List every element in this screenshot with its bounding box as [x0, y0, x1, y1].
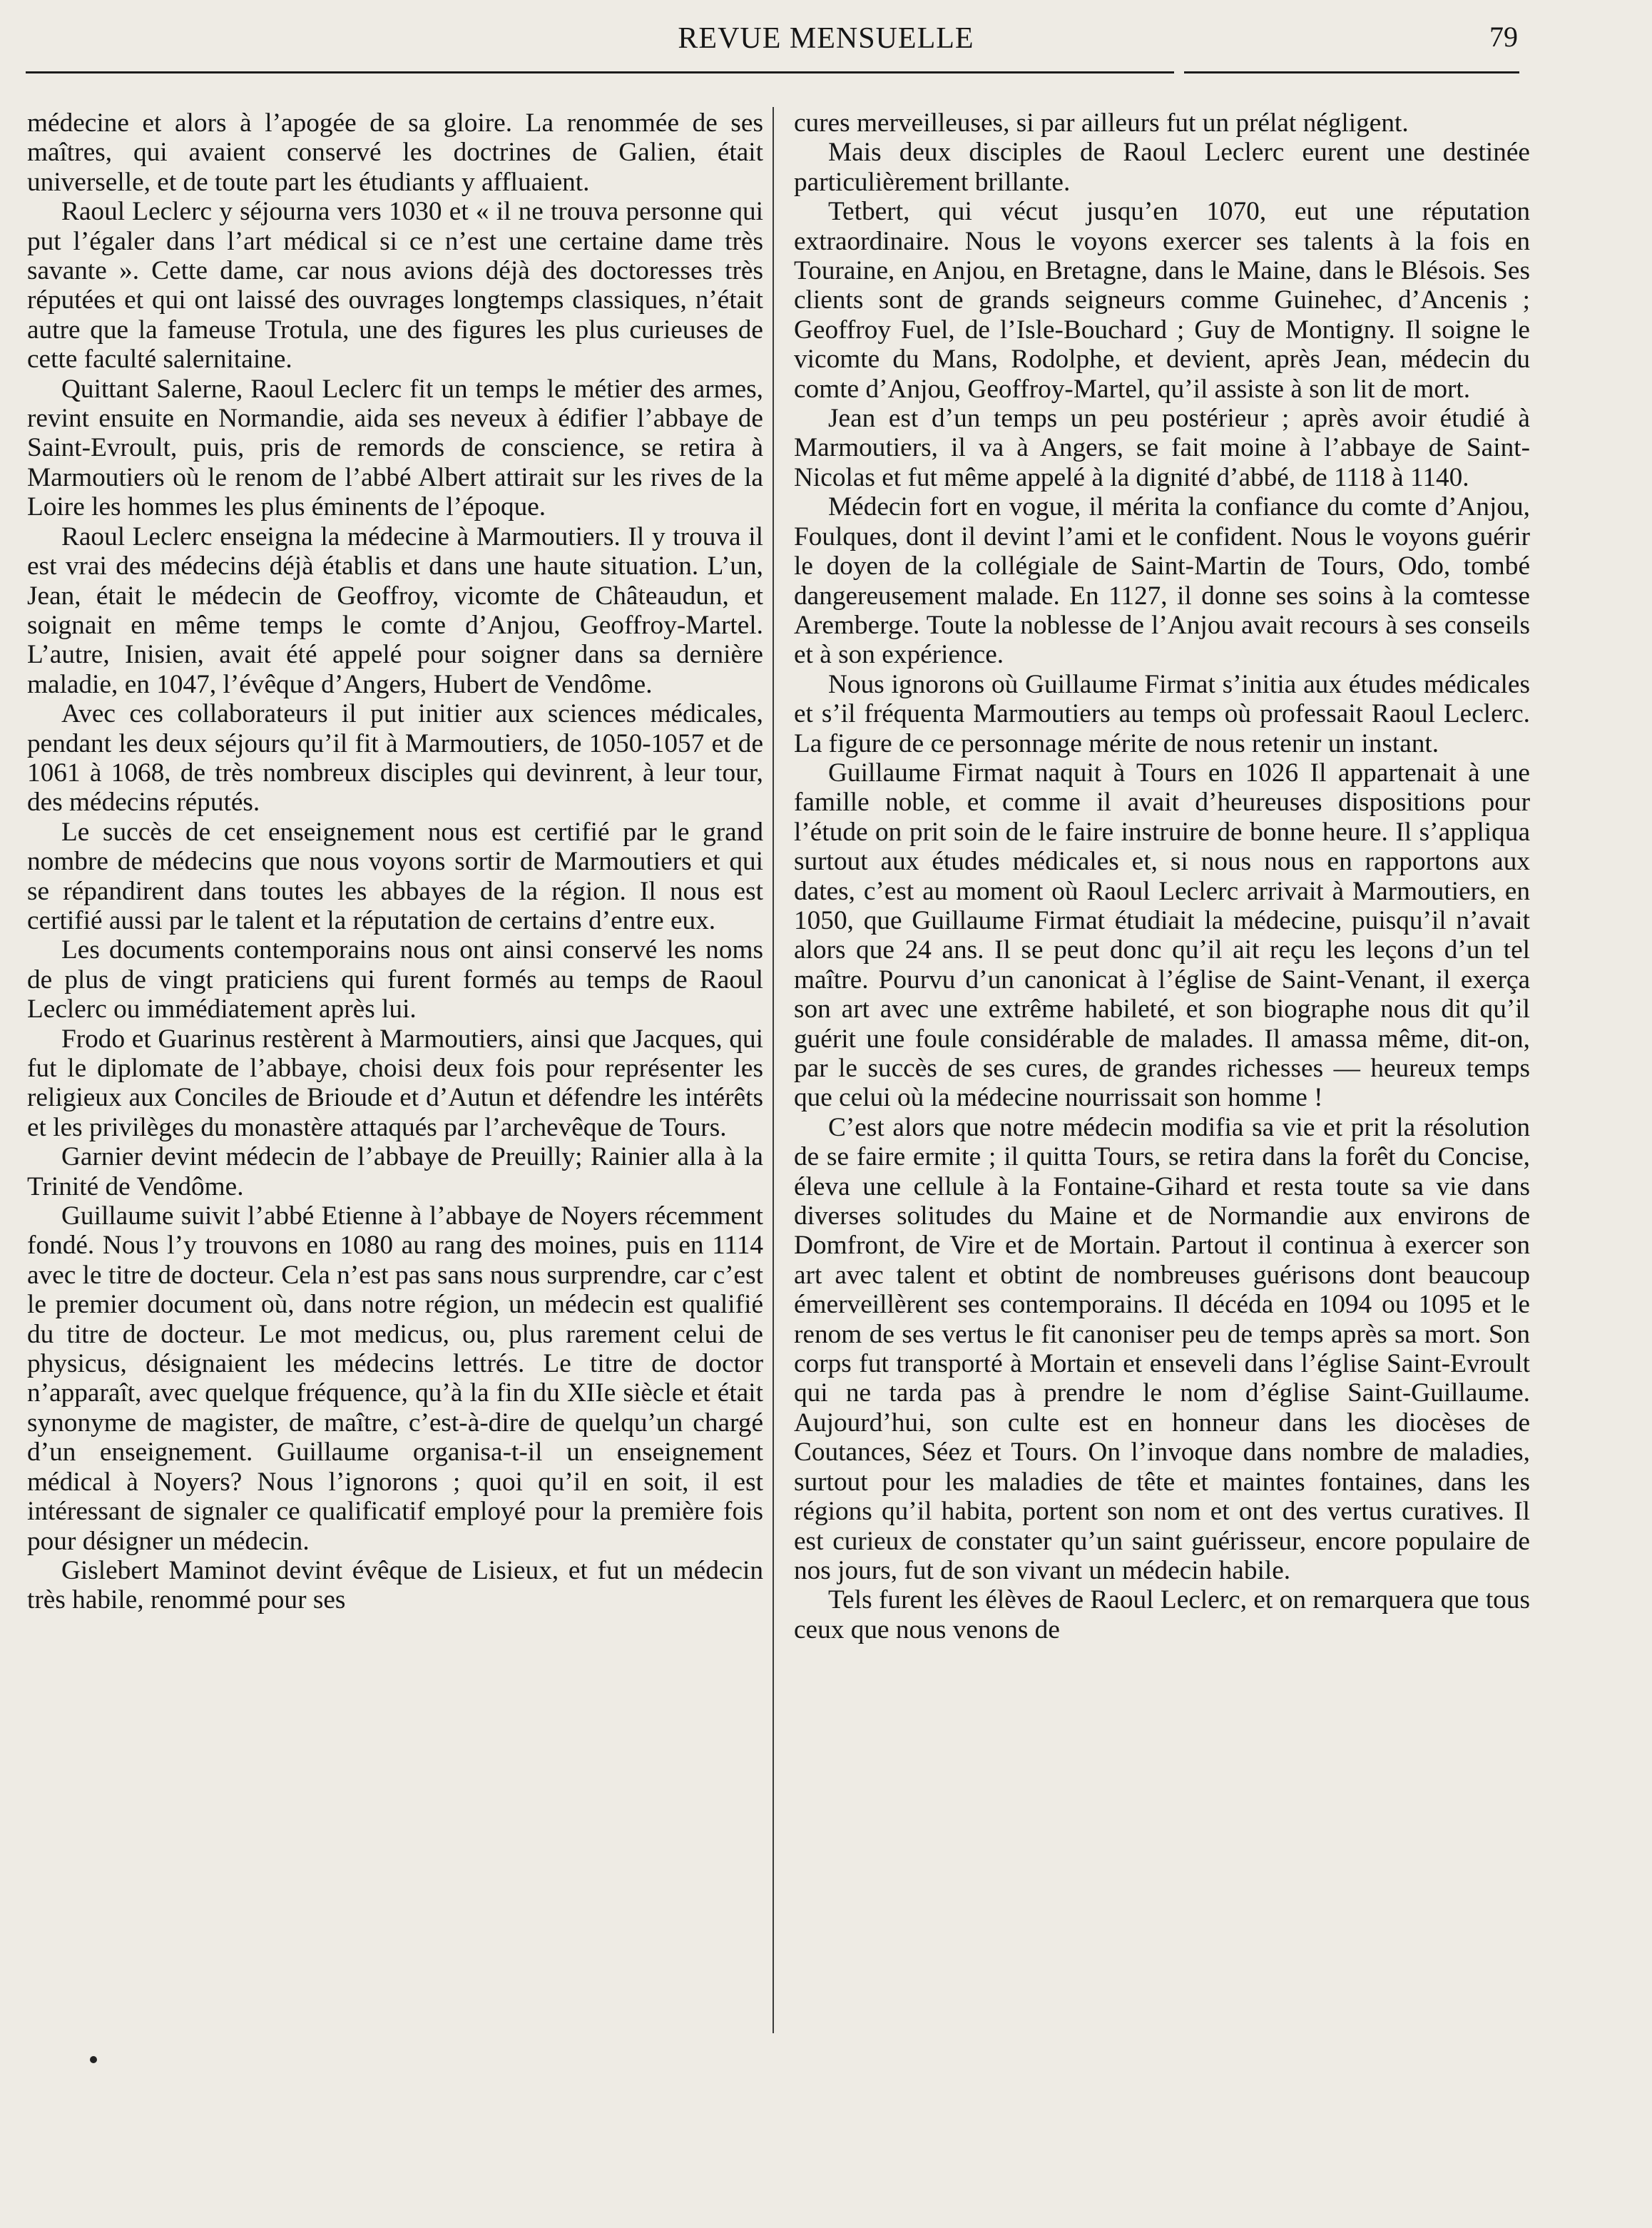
paragraph: Raoul Leclerc enseigna la médecine à Marmoutiers. Il y trouva il est vrai des médecins déjà établis et dans une haute situation. L’un, Jean, était le médecin de Geoffroy, vicomte de Châteaudun, et soignait en même temps le comte d’Anjou, Geoffroy-Martel. L’autre, Inisien, avait été appelé pour soigner dans sa dernière maladie, en 1047, l’évêque d’Angers, Hubert de Vendôme.	[27, 522, 763, 699]
paragraph: Guillaume suivit l’abbé Etienne à l’abbaye de Noyers récemment fondé. Nous l’y trouvons en 1080 au rang des moines, puis en 1114 avec le titre de docteur. Cela n’est pas sans nous surprendre, car c’est le premier document où, dans notre région, un médecin est qualifié du titre de docteur. Le mot medicus, ou, plus rarement celui de physicus, désignaient les médecins lettrés. Le titre de doctor n’apparaît, avec quelque fréquence, qu’à la fin du XIIe siècle et était synonyme de magister, de maître, c’est-à-dire de quelqu’un chargé d’un enseignement. Guillaume organisa-t-il un enseignement médical à Noyers? Nous l’ignorons ; quoi qu’il en soit, il est intéressant de signaler ce qualificatif employé pour la première fois pour désigner un médecin.	[27, 1201, 763, 1556]
running-head	[0, 21, 1652, 64]
running-title: REVUE MENSUELLE	[678, 22, 974, 55]
paragraph: Tels furent les élèves de Raoul Leclerc, et on remarquera que tous ceux que nous venons de	[794, 1585, 1530, 1644]
paragraph: Garnier devint médecin de l’abbaye de Preuilly; Rainier alla à la Trinité de Vendôme.	[27, 1142, 763, 1201]
paragraph: Jean est d’un temps un peu postérieur ; après avoir étudié à Marmoutiers, il va à Angers, se fait moine à l’abbaye de Saint-Nicolas et fut même appelé à la dignité d’abbé, de 1118 à 1140.	[794, 404, 1530, 492]
paragraph: Mais deux disciples de Raoul Leclerc eurent une destinée particulièrement brillante.	[794, 138, 1530, 197]
paragraph: Le succès de cet enseignement nous est certifié par le grand nombre de médecins que nous voyons sortir de Marmoutiers et qui se répandirent dans toutes les abbayes de la région. Il nous est certifié aussi par le talent et la réputation de certains d’entre eux.	[27, 817, 763, 935]
column-divider	[773, 107, 774, 2033]
paragraph: Tetbert, qui vécut jusqu’en 1070, eut une réputation extraordinaire. Nous le voyons exercer ses talents à la fois en Touraine, en Anjou, en Bretagne, dans le Maine, dans le Blésois. Ses clients sont de grands seigneurs comme Guinehec, d’Ancenis ; Geoffroy Fuel, de l’Isle-Bouchard ; Guy de Montigny. Il soigne le vicomte du Mans, Rodolphe, et devient, après Jean, médecin du comte d’Anjou, Geoffroy-Martel, qu’il assiste à son lit de mort.	[794, 197, 1530, 404]
ink-speck	[90, 2056, 97, 2063]
header-rule-right	[1184, 71, 1519, 73]
paragraph: Avec ces collaborateurs il put initier aux sciences médicales, pendant les deux séjours qu’il fit à Marmoutiers, de 1050-1057 et de 1061 à 1068, de très nombreux disciples qui devinrent, à leur tour, des médecins réputés.	[27, 699, 763, 818]
header-rule-left	[26, 71, 1174, 73]
page-number: 79	[1489, 21, 1518, 53]
paragraph: Les documents contemporains nous ont ainsi conservé les noms de plus de vingt praticiens qui furent formés au temps de Raoul Leclerc ou immédiatement après lui.	[27, 935, 763, 1024]
paragraph: cures merveilleuses, si par ailleurs fut un prélat négligent.	[794, 108, 1409, 138]
left-column	[27, 108, 763, 1615]
paragraph: Guillaume Firmat naquit à Tours en 1026 Il appartenait à une famille noble, et comme il avait d’heureuses dispositions pour l’étude on prit soin de le faire instruire de bonne heure. Il s’appliqua surtout aux études médicales et, si nous nous en rapportons aux dates, c’est au moment où Raoul Leclerc arrivait à Marmoutiers, en 1050, que Guillaume Firmat étudiait la médecine, puisqu’il n’avait alors que 24 ans. Il se peut donc qu’il ait reçu les leçons d’un tel maître. Pourvu d’un canonicat à l’église de Saint-Venant, il exerça son art avec une extrême habileté, et son biographe nous dit qu’il guérit une foule considérable de malades. Il amassa même, dit-on, par le succès de ses cures, de grandes richesses — heureux temps que celui où la médecine nourrissait son homme !	[794, 758, 1530, 1113]
paragraph: Frodo et Guarinus restèrent à Marmoutiers, ainsi que Jacques, qui fut le diplomate de l’abbaye, choisi deux fois pour représenter les religieux aux Conciles de Brioude et d’Autun et défendre les intérêts et les privilèges du monastère attaqués par l’archevêque de Tours.	[27, 1024, 763, 1142]
right-column	[794, 108, 1530, 1644]
paragraph: Raoul Leclerc y séjourna vers 1030 et « il ne trouva personne qui put l’égaler dans l’art médical si ce n’est une certaine dame très savante ». Cette dame, car nous avions déjà des doctoresses très réputées et qui ont laissé des ouvrages longtemps classiques, n’était autre que la fameuse Trotula, une des figures les plus curieuses de cette faculté salernitaine.	[27, 197, 763, 375]
paragraph: Nous ignorons où Guillaume Firmat s’initia aux études médicales et s’il fréquenta Marmoutiers au temps où professait Raoul Leclerc. La figure de ce personnage mérite de nous retenir un instant.	[794, 669, 1530, 758]
paragraph: médecine et alors à l’apogée de sa gloire. La renommée de ses maîtres, qui avaient conservé les doctrines de Galien, était universelle, et de toute part les étudiants y affluaient.	[27, 108, 763, 197]
paragraph: Gislebert Maminot devint évêque de Lisieux, et fut un médecin très habile, renommé pour ses	[27, 1555, 763, 1615]
paragraph: C’est alors que notre médecin modifia sa vie et prit la résolution de se faire ermite ; il quitta Tours, se retira dans la forêt du Concise, éleva une cellule à la Fontaine-Gihard et resta toute sa vie dans diverses solitudes du Maine et de Normandie aux environs de Domfront, de Vire et de Mortain. Partout il continua à exercer son art avec talent et obtint de nombreuses guérisons dont beaucoup émerveillèrent ses contemporains. Il décéda en 1094 ou 1095 et le renom de ses vertus le fit canoniser peu de temps après sa mort. Son corps fut transporté à Mortain et enseveli dans l’église Saint-Evroult qui ne tarda pas à prendre le nom d’église Saint-Guillaume. Aujourd’hui, son culte est en honneur dans les diocèses de Coutances, Séez et Tours. On l’invoque dans nombre de maladies, surtout pour les maladies de tête et maintes fontaines, dans les régions qu’il habita, portent son nom et ont des vertus curatives. Il est curieux de constater qu’un saint guérisseur, encore populaire de nos jours, fut de son vivant un médecin habile.	[794, 1112, 1530, 1585]
paragraph: Quittant Salerne, Raoul Leclerc fit un temps le métier des armes, revint ensuite en Normandie, aida ses neveux à édifier l’abbaye de Saint-Evroult, puis, pris de remords de conscience, se retira à Marmoutiers où le renom de l’abbé Albert attirait sur les rives de la Loire les hommes les plus éminents de l’époque.	[27, 374, 763, 522]
paragraph: Médecin fort en vogue, il mérita la confiance du comte d’Anjou, Foulques, dont il devint l’ami et le confident. Nous le voyons guérir le doyen de la collégiale de Saint-Martin de Tours, Odo, tombé dangereusement malade. En 1127, il donne ses soins à la comtesse Aremberge. Toute la noblesse de l’Anjou avait recours à ses conseils et à son expérience.	[794, 492, 1530, 670]
